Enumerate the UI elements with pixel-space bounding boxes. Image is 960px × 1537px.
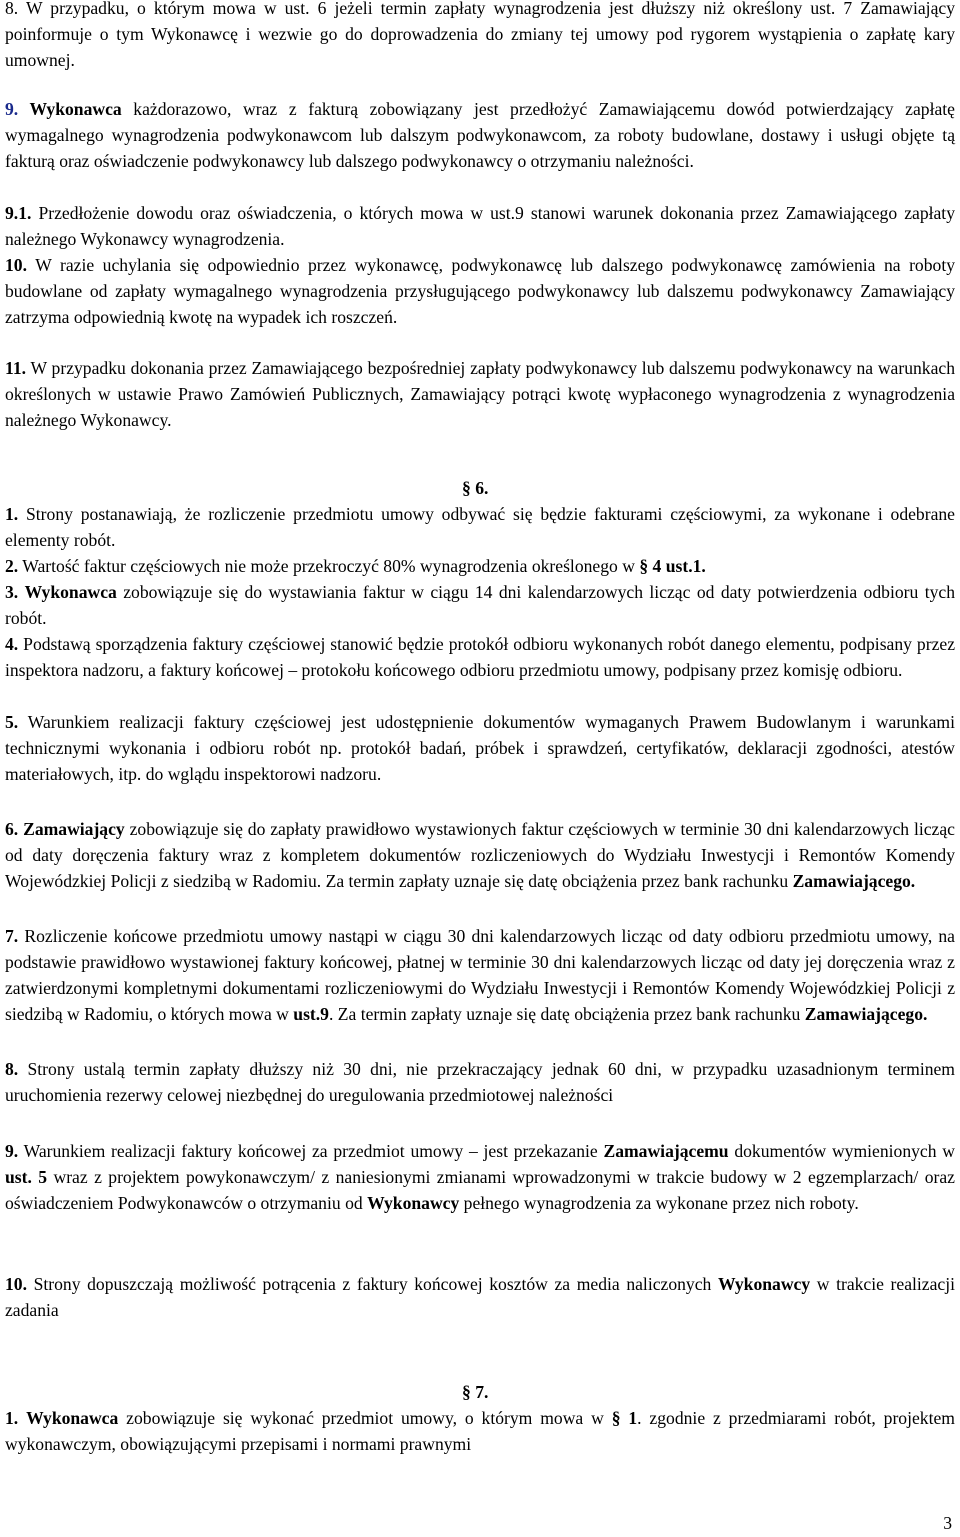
paragraph-8: 8. W przypadku, o którym mowa w ust. 6 jeżeli termin zapłaty wynagrodzenia jest dłuższy niż określony ust. 7 Zamawiający poinformuje o tym Wykonawcę i wezwie go do doprowadzenia do zmiany tej umowy pod rygorem wystąpienia o zapłatę kary umownej. <box>5 0 955 70</box>
paragraph-9: 9. Wykonawca każdorazowo, wraz z fakturą zobowiązany jest przedłożyć Zamawiającemu dowód potwierdzający zapłatę wymagalnego wynagrodzenia podwykonawcom lub dalszym podwykonawcom, za roboty budowlane, dostawy i usługi objęte tą fakturą oraz oświadczenie podwykonawcy lub dalszego podwykonawcy o otrzymaniu należności. <box>5 99 955 171</box>
paragraph-11: 11. W przypadku dokonania przez Zamawiającego bezpośredniej zapłaty podwykonawcy lub dalszemu podwykonawcy na warunkach określonych w ustawie Prawo Zamówień Publicznych, Zamawiający potrąci kwotę wypłaconego wynagrodzenia z wynagrodzenia należnego Wykonawcy. <box>5 358 955 430</box>
page-number: 3 <box>943 1513 952 1533</box>
paragraph-9-1: 9.1. Przedłożenie dowodu oraz oświadczenia, o których mowa w ust.9 stanowi warunek dokonania przez Zamawiającego zapłaty należnego Wykonawcy wynagrodzenia. <box>5 203 955 249</box>
section-6-heading: § 6. <box>462 478 489 498</box>
section-6-item-9: 9. Warunkiem realizacji faktury końcowej za przedmiot umowy – jest przekazanie Zamawiającemu dokumentów wymienionych w ust. 5 wraz z projektem powykonawczym/ z naniesionymi zmianami wprowadzonymi w trakcie budowy w 2 egzemplarzach/ oraz oświadczeniem Podwykonawców o otrzymaniu od Wykonawcy pełnego wynagrodzenia za wykonane przez nich roboty. <box>5 1141 955 1213</box>
section-6-item-6: 6. Zamawiający zobowiązuje się do zapłaty prawidłowo wystawionych faktur częściowych w terminie 30 dni kalendarzowych licząc od daty doręczenia faktury wraz z kompletem dokumentów rozliczeniowych do Wydziału Inwestycji i Remontów Komendy Wojewódzkiej Policji z siedzibą w Radomiu. Za termin zapłaty uznaje się datę obciążenia przez bank rachunku Zamawiającego. <box>5 819 955 891</box>
section-6-item-2: 2. Wartość faktur częściowych nie może przekroczyć 80% wynagrodzenia określonego w § 4 ust.1. <box>5 556 706 576</box>
paragraph-10: 10. W razie uchylania się odpowiednio przez wykonawcę, podwykonawcę lub dalszego podwykonawcę zamówienia na roboty budowlane od zapłaty wymagalnego wynagrodzenia przysługującego podwykonawcy lub dalszemu podwykonawcy Zamawiający zatrzyma odpowiednią kwotę na wypadek ich roszczeń. <box>5 255 955 327</box>
section-6-item-10: 10. Strony dopuszczają możliwość potrącenia z faktury końcowej kosztów za media naliczonych Wykonawcy w trakcie realizacji zadania <box>5 1274 956 1320</box>
section-6-item-8: 8. Strony ustalą termin zapłaty dłuższy niż 30 dni, nie przekraczający jednak 60 dni, w przypadku uzasadnionym terminem uruchomienia rezerwy celowej niezbędnej do uregulowania przedmiotowej należności <box>5 1059 955 1105</box>
section-6-item-5: 5. Warunkiem realizacji faktury częściowej jest udostępnienie dokumentów wymaganych Prawem Budowlanym i warunkami technicznymi wykonania i odbioru robót np. protokół badań, próbek i sprawdzeń, certyfikatów, deklaracji zgodności, atestów materiałowych, itp. do wglądu inspektorowi nadzoru. <box>5 712 955 784</box>
section-6-item-7: 7. Rozliczenie końcowe przedmiotu umowy nastąpi w ciągu 30 dni kalendarzowych licząc od daty odbioru przedmiotu umowy, na podstawie prawidłowo wystawionej faktury końcowej, płatnej w terminie 30 dni kalendarzowych licząc od daty jej doręczenia wraz z zatwierdzonymi kompletnymi dokumentami rozliczeniowymi do Wydziału Inwestycji i Remontów Komendy Wojewódzkiej Policji z siedzibą w Radomiu, o których mowa w ust.9. Za termin zapłaty uznaje się datę obciążenia przez bank rachunku Zamawiającego. <box>5 926 955 1024</box>
section-7-heading: § 7. <box>462 1382 489 1402</box>
section-7-item-1: 1. Wykonawca zobowiązuje się wykonać przedmiot umowy, o którym mowa w § 1. zgodnie z przedmiarami robót, projektem wykonawczym, obowiązującymi przepisami i normami prawnymi <box>5 1408 955 1454</box>
section-6-item-1: 1. Strony postanawiają, że rozliczenie przedmiotu umowy odbywać się będzie fakturami częściowymi, za wykonane i odebrane elementy robót. <box>5 504 955 550</box>
section-6-item-3: 3. Wykonawca zobowiązuje się do wystawiania faktur w ciągu 14 dni kalendarzowych licząc od daty potwierdzenia odbioru tych robót. <box>5 582 955 628</box>
section-6-item-4: 4. Podstawą sporządzenia faktury częściowej stanowić będzie protokół odbioru wykonanych robót danego elementu, podpisany przez inspektora nadzoru, a faktury końcowej – protokołu końcowego odbioru przedmiotu umowy, podpisany przez komisję odbioru. <box>5 634 955 680</box>
